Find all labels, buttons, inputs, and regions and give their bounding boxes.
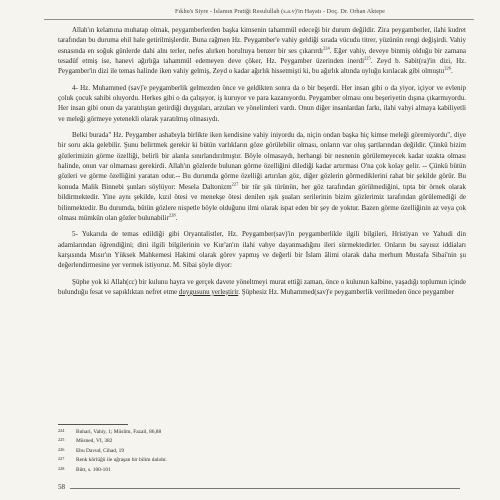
footer-divider xyxy=(70,488,460,489)
footnote-ref: 227 xyxy=(231,181,239,187)
paragraph-5-quote: Şüphe yok ki Allah(cc) bir kulunu hayra ve gerçek davete yöneltmeyi murat ettiği zaman, önce o kulunun kalbine, yaşadığı toplumun içinde bulunduğu fesat ve sapıklıktan nefret etme duygusunu yerleştirir. Şüphesiz Hz. Muhammed(sav)'e peygamberlik verilmeden önce peygamber xyxy=(58,277,466,296)
paragraph-2: 4- Hz. Muhammed (sav)'e peygamberlik gelmezden önce ve geldikten sonra da o bir beşerdi. Her insan gibi o da yiyor, içiyor ve evlenip çoluk çocuk sahibi oluyordu. Herkes gibi o da çalışıyor, iş kuruyor ve para kazanıyordu. Peygamber olması onu beşeriyetin dışına çıkarmıyordu. Her insan gibi onun da yaratılıştan getirdiği duyguları, arzuları ve yönelimleri vardı. Onun diğer insanlardan farkı, ilahi vahyi almaya kabiliyetli ve meleği görmeye yetenekli olarak yaratılmış olmasıydı. xyxy=(58,83,466,123)
paragraph-1: Allah'ın kelamına muhatap olmak, peygamberlerden başka kimsenin tahammül edeceği bir durum değildir. Zira peygamberler, ilahi kudret tarafından bu duruma ehil hale getirilmişlerdir. Buna rağmen Hz. Peygamber'e vahiy geldiği sırada vücudu titrer, yüzünün rengi değişirdi. Vahiy esnasında en soğuk günlerde dahi alnı terler, nefes alırken horultuya benzer bir ses çıkarırdı$^{224}$. Eğer vahiy, deveye binmiş olduğu bir zamana tesadüf etmiş ise, hanevi ağırlığa tahammül edemeyen deve çöker, Hz. Peygamber üzerinden inerdi$^{225}$. Zeyd b. Sabit(ra)'in dizi, Hz. Peygamber'in dizi ile temas halinde iken vahiy gelmiş, Zeyd o kadar ağırlık hissetmişti ki, bu ağırlık altında uyluğu kırılacak gibi olmuştu$^{226}$. xyxy=(58,26,466,76)
footnotes xyxy=(58,427,358,474)
footnote-227: 227 Renk körlüğü ile uğraşan bir bilim dalıdır. xyxy=(58,456,167,464)
running-header: Fıkhu's Siyre - İslamın Pratiği Resulullah (s.a.v)'in Hayatı - Doç. Dr. Orhan Aktepe xyxy=(175,8,385,15)
footnote-226: 226 Ebu Davud, Cihad, 19 xyxy=(58,446,125,454)
footnote-ref: 224 xyxy=(323,45,330,51)
paragraph-4: 5- Yukarıda de temas edildiği gibi Oryantalistler, Hz. Peygamber(sav)'in peygamberlikle ilgili bilgileri, Hristiyan ve Yahudi din adamlarından öğrendiğini; dini ilgili bilgilerinin ve Kur'an'ın ilahi vahye dayanmadığını ileri sürmektedirler. Onların bu sayısız iddiaları karşısında Mısır'ın Yüksek Mahkemesi Hakimi olarak görev yapmış ve değerli bir İslam âlimi olarak daha merhum Mustafa Sibai'nin şu değerlendirmesine yer vermek istiyoruz. M. Sibai şöyle diyor: xyxy=(58,230,466,270)
header-divider xyxy=(44,19,474,20)
footnote-225: 225 Müsned, VI, 382 xyxy=(58,437,113,445)
underlined-phrase: duygusunu yerleştirir xyxy=(178,287,239,296)
paragraph-3: Belki burada" Hz. Peygamber ashabıyla birlikte iken kendisine vahiy iniyordu da, niçin ondan başka hiç kimse meleği göremiyordu", diye bir soru akla gelebilir. Şunu belirtmek gerekir ki bütün varlıkların göze görülebilir olması, onların var oluş şartlarından değildir. Çünkü bizim gözlerimizin görme özelliği, belirli bir alanla sınırlandırılmıştır. Böyle olmasaydı, herhangi bir nesnenin görülemeyecek kadar uzakta olması halinde, onun var olmaması gerekirdi. Allah'ın gözlerde bulunan görme özelliğini dilediği kadar artırması O'na çok kolay gelir. -- Çünkü bütün gözleri ve görme özelliğini yaratan odur.-- Bu durumda görme özelliği artırılan göz, diğer gözlerin görmediklerini rahat bir şekilde görür. Bu konuda Malik Binnebi şunları söylüyor: Mesela Daltonizm$^{227}$ bir tür şık türünün, her göz tarafından görülmediğini, tıpta bir örnek olarak bildirmektedir. Yine aynı şekilde, kızıl ötesi ve menekşe ötesi denilen ışık şuaları serilerinin bizim gözlerimiz tarafından görülemediği de bilinmektedir. Bu durumda, bütün gözlere nispetle böyle olduğunu ilmi olarak ispat eden bir şey de yoktur. Bazen görme özelliğinin az veya çok olması mümkün olan gözler bulunabilir$^{228}$. xyxy=(58,131,466,222)
footnote-228: 228 Bütt, s. 100-101 xyxy=(58,465,111,473)
footnote-ref: 228 xyxy=(168,212,176,218)
footnote-224: 224 Buhari, Vahiy, 1; Müslim, Fazail, 86,88 xyxy=(58,428,162,435)
page-number: 58 xyxy=(58,483,65,491)
footnote-ref: 225 xyxy=(364,55,371,61)
footnote-ref: 226 xyxy=(444,66,451,72)
main-text xyxy=(58,25,466,303)
footnote-divider xyxy=(58,424,128,425)
